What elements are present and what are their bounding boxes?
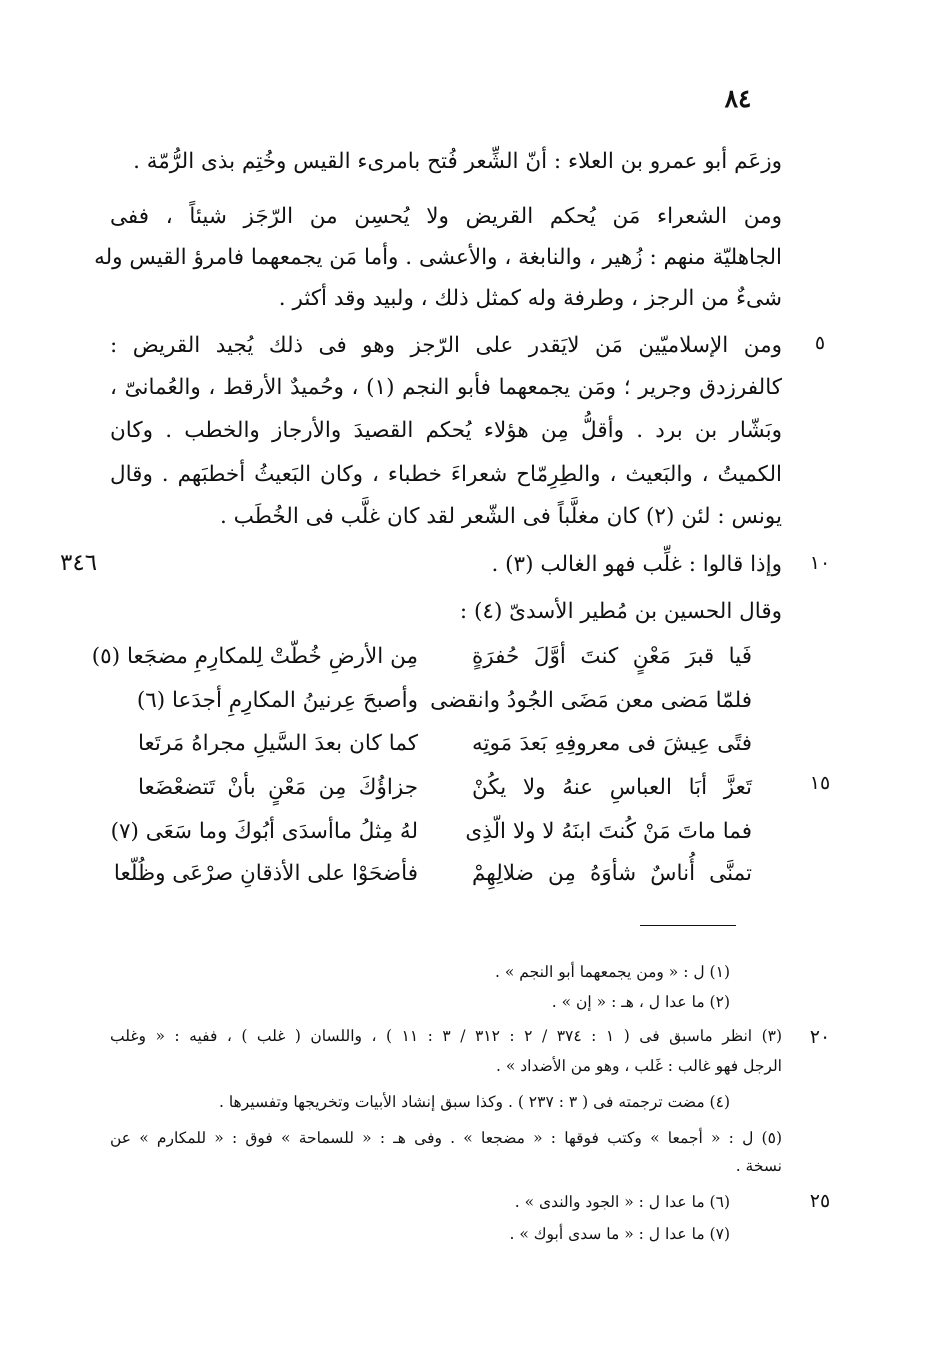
footnote: (٧) ما عدا ل : « ما سدى أبوك » . [509, 1225, 730, 1243]
footnote: (١) ل : « ومن يجمعهما أبو النجم » . [495, 963, 730, 981]
footnote: (٣) انظر ماسبق فى ( ١ : ٣٧٤ / ٢ : ٣١٢ / ٣ : ١١ ) ، واللسان ( غلب ) ، ففيه : « وغلب [110, 1027, 783, 1045]
body-line: الجاهليّة منهم : زُهير ، والنابغة ، والأعشى . وأما مَن يجمعهما فامرؤ القيس وله [94, 245, 782, 270]
body-line: وإذا قالوا : غلِّب فهو الغالب (٣) . [491, 552, 782, 577]
verse-second-hemistich: جزاؤُكَ مِن مَعْنٍ بأنْ تَتضعْضَعا [138, 775, 418, 800]
verse-first-hemistich: فَيا قبرَ مَعْنٍ كنتَ أوَّلَ حُفرَةٍ [472, 644, 752, 669]
verse-second-hemistich: فأضحَوْا على الأذقانِ صرْعَى وظُلّعا [113, 861, 418, 886]
body-line: ومن الشعراء مَن يُحكم القريض ولا يُحسِن من الرّجَز شيئاً ، ففى [110, 204, 782, 229]
footnote: (٥) ل : « أجمعا » وكتب فوقها : « مضجعا » . وفى هـ : « للسماحة » فوق : « للمكارم » عن [110, 1129, 782, 1147]
line-number-15: ١٥ [809, 772, 831, 794]
body-line: وبَشّار بن برد . وأقلُّ مِن هؤلاء يُحكم القصيدَ والأرجاز والخطب . وكان [110, 418, 782, 443]
verse-first-hemistich: فما ماتَ مَنْ كُنتَ ابنَهُ لا ولا الّذِى [465, 819, 752, 844]
line-number-25: ٢٥ [809, 1190, 831, 1212]
page-number: ٨٤ [724, 84, 752, 113]
line-number-5: ٥ [814, 332, 826, 354]
footnote: (٤) مضت ترجمته فى ( ٣ : ٢٣٧ ) . وكذا سبق إنشاد الأبيات وتخريجها وتفسيرها . [218, 1093, 730, 1111]
footnote-continuation: الرجل فهو غالب : غَلب ، وهو من الأضداد » . [495, 1057, 782, 1075]
side-page-reference: ٣٤٦ [60, 550, 98, 576]
line-number-20: ٢٠ [809, 1026, 831, 1048]
verse-second-hemistich: مِن الأرضِ خُطّتْ لِلمكارِمِ مضجَعا (٥) [91, 644, 418, 669]
verse-first-hemistich: تَعزَّ أبَا العباسِ عنهُ ولا يكُنْ [472, 775, 752, 800]
body-line: شىءٌ من الرجز ، وطرفة وله كمثل ذلك ، ولبيد وقد أكثر . [278, 286, 782, 311]
body-line: وزعَم أبو عمرو بن العلاء : أنّ الشِّعر فُتح بامرىء القيس وخُتِم بذى الرُّمّة . [133, 149, 782, 174]
line-number-10: ١٠ [809, 552, 831, 574]
body-line: الكميتُ ، والبَعيث ، والطِرِمّاح شعراءَ خطباء ، وكان البَعيثُ أخطبَهم . وقال [110, 462, 782, 487]
verse-first-hemistich: فتًى عِيشَ فى معروفِهِ بَعدَ مَوتِه [472, 731, 752, 756]
footnote: (٢) ما عدا ل ، هـ : « إن » . [551, 993, 730, 1011]
body-line: ومن الإسلاميّين مَن لايَقدر على الرّجز وهو فى ذلك يُجيد القريض : [110, 333, 782, 358]
footnote-separator [640, 925, 736, 926]
verse-first-hemistich: تمنَّى أُناسٌ شأوَهُ مِن ضلالِهِمْ [472, 861, 752, 886]
footnote: (٦) ما عدا ل : « الجود والندى » . [514, 1193, 730, 1211]
body-line: كالفرزدق وجرير ؛ ومَن يجمعهما فأبو النجم (١) ، وحُميدٌ الأرقط ، والعُمانىّ ، [110, 375, 782, 400]
body-line: يونس : لئن (٢) كان مغلَّباً فى الشّعر لقد كان غلَّب فى الخُطَب . [219, 504, 782, 529]
verse-second-hemistich: كما كان بعدَ السَّيلِ مجراهُ مَرتَعا [138, 731, 418, 756]
verse-second-hemistich: لهُ مِثلُ ماأسدَى أبُوكَ وما سَعَى (٧) [110, 819, 418, 844]
body-line: وقال الحسين بن مُطير الأسدىّ (٤) : [459, 599, 782, 624]
footnote-continuation: نسخة . [735, 1157, 782, 1175]
verse-second-hemistich: وأصبحَ عِرنينُ المكارِمِ أجدَعا (٦) [136, 688, 418, 713]
verse-first-hemistich: فلمّا مَضى معن مَضَى الجُودُ وانقضى [430, 688, 752, 713]
